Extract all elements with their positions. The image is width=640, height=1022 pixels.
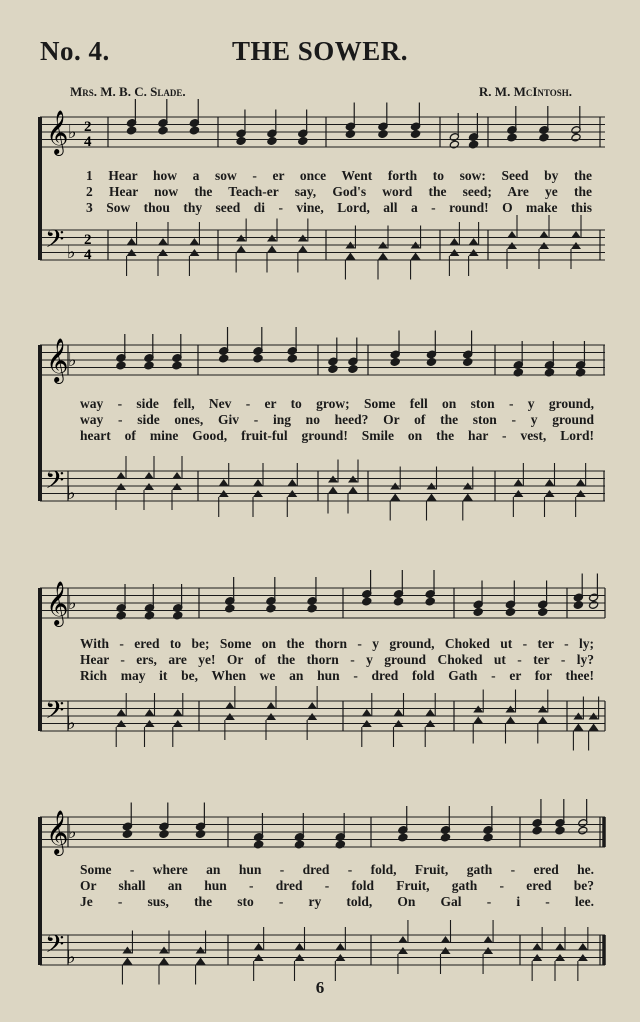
flat-icon: ♭ xyxy=(68,350,77,371)
note-head xyxy=(468,140,478,149)
note-head xyxy=(426,358,436,367)
shape-note-head xyxy=(116,472,126,479)
treble-clef-icon: 𝄞 xyxy=(46,338,69,382)
shape-note-head xyxy=(441,936,451,943)
note-head xyxy=(345,130,355,139)
time-signature-bottom: 4 xyxy=(84,134,92,150)
shape-note-head xyxy=(122,958,132,965)
note-head xyxy=(144,361,154,370)
shape-note-head xyxy=(427,494,437,501)
treble-clef-icon: 𝄞 xyxy=(46,810,69,854)
shape-note-head xyxy=(394,709,404,716)
shape-note-head xyxy=(506,717,516,724)
shape-note-head xyxy=(295,943,305,950)
note-head xyxy=(294,840,304,849)
shape-note-head xyxy=(507,231,517,238)
note-head xyxy=(473,608,483,617)
note-head xyxy=(219,354,229,363)
shape-note-head xyxy=(473,717,483,724)
shape-note-head xyxy=(253,479,263,486)
note-head xyxy=(378,130,388,139)
time-signature-bottom: 4 xyxy=(84,247,92,263)
note-head xyxy=(555,826,565,835)
note-head xyxy=(144,611,154,620)
shape-note-head xyxy=(225,702,235,709)
note-head xyxy=(544,368,554,377)
shape-note-head xyxy=(158,238,168,245)
lyric-verse-1: 1 Hear how a sow - er once Went forth to sow: Seed by the xyxy=(86,168,592,183)
bass-clef-icon: 𝄢 xyxy=(45,466,65,501)
shape-note-head xyxy=(196,958,206,965)
note-head xyxy=(159,830,169,839)
shape-note-head xyxy=(538,717,548,724)
hymn-number: No. 4. xyxy=(40,36,110,66)
note-head xyxy=(122,830,132,839)
shape-note-head xyxy=(236,246,246,253)
note-head xyxy=(126,126,136,135)
hymn-title: THE SOWER. xyxy=(231,36,409,66)
note-head xyxy=(173,611,183,620)
shape-note-head xyxy=(483,936,493,943)
treble-clef-icon: 𝄞 xyxy=(46,581,69,625)
shape-note-head xyxy=(173,709,183,716)
note-head xyxy=(172,361,182,370)
shape-note-head xyxy=(254,943,264,950)
shape-note-head xyxy=(545,479,555,486)
shape-note-head xyxy=(573,724,583,731)
shape-note-head xyxy=(411,253,421,260)
note-head xyxy=(287,354,297,363)
author-credit: Mrs. M. B. C. Slade. xyxy=(70,84,186,99)
bass-clef-icon: 𝄢 xyxy=(45,930,65,965)
shape-note-head xyxy=(578,943,588,950)
note-head xyxy=(390,358,400,367)
flat-icon: ♭ xyxy=(67,483,76,504)
note-head xyxy=(483,833,493,842)
shape-note-head xyxy=(219,479,229,486)
note-head xyxy=(410,130,420,139)
shape-note-head xyxy=(539,231,549,238)
note-head xyxy=(571,133,581,142)
shape-note-head xyxy=(463,494,473,501)
note-head xyxy=(253,354,263,363)
shape-note-head xyxy=(390,494,400,501)
lyric-verse-3: heart of mine Good, fruit-ful ground! Smile on the har - vest, Lord! xyxy=(80,428,594,443)
lyric-verse-1: way - side fell, Nev - er to grow; Some fell on ston - y ground, xyxy=(80,396,594,411)
note-head xyxy=(578,826,588,835)
shape-note-head xyxy=(172,472,182,479)
shape-note-head xyxy=(159,958,169,965)
note-head xyxy=(398,833,408,842)
note-head xyxy=(539,133,549,142)
note-head xyxy=(393,597,403,606)
note-head xyxy=(362,597,372,606)
note-head xyxy=(588,601,598,610)
shape-note-head xyxy=(307,702,317,709)
note-head xyxy=(267,137,277,146)
flat-icon: ♭ xyxy=(67,713,76,734)
note-head xyxy=(225,604,235,613)
shape-note-head xyxy=(335,943,345,950)
flat-icon: ♭ xyxy=(67,242,76,263)
flat-icon: ♭ xyxy=(68,822,77,843)
note-head xyxy=(449,140,459,149)
flat-icon: ♭ xyxy=(67,947,76,968)
note-head xyxy=(266,604,276,613)
note-head xyxy=(463,358,473,367)
shape-note-head xyxy=(469,238,479,245)
note-head xyxy=(253,840,263,849)
shape-note-head xyxy=(144,472,154,479)
lyric-verse-1: Some - where an hun - dred - fold, Fruit, gath - ered he. xyxy=(80,862,594,877)
bass-clef-icon: 𝄢 xyxy=(45,696,65,731)
note-head xyxy=(335,840,345,849)
note-head xyxy=(158,126,168,135)
note-head xyxy=(425,597,435,606)
note-head xyxy=(538,608,548,617)
flat-icon: ♭ xyxy=(68,593,77,614)
shape-note-head xyxy=(345,253,355,260)
shape-note-head xyxy=(513,479,523,486)
flat-icon: ♭ xyxy=(68,122,77,143)
note-head xyxy=(348,365,358,374)
shape-note-head xyxy=(127,238,137,245)
shape-note-head xyxy=(267,246,277,253)
treble-clef-icon: 𝄞 xyxy=(46,110,69,154)
shape-note-head xyxy=(555,943,565,950)
shape-note-head xyxy=(348,487,358,494)
shape-note-head xyxy=(425,709,435,716)
page-number: 6 xyxy=(315,978,325,997)
shape-note-head xyxy=(328,487,338,494)
note-head xyxy=(189,126,199,135)
note-head xyxy=(532,826,542,835)
note-head xyxy=(307,604,317,613)
note-head xyxy=(328,365,338,374)
shape-note-head xyxy=(189,238,199,245)
shape-note-head xyxy=(576,479,586,486)
composer-credit: R. M. McIntosh. xyxy=(478,84,572,99)
note-head xyxy=(507,133,517,142)
note-head xyxy=(505,608,515,617)
bass-clef-icon: 𝄢 xyxy=(45,225,65,260)
lyric-verse-2: Or shall an hun - dred - fold Fruit, gath - ered be? xyxy=(80,878,594,893)
note-head xyxy=(573,601,583,610)
lyric-verse-3: 3 Sow thou thy seed di - vine, Lord, all a - round! O make this xyxy=(86,200,592,215)
shape-note-head xyxy=(532,943,542,950)
shape-note-head xyxy=(571,231,581,238)
shape-note-head xyxy=(362,709,372,716)
lyric-verse-3: Je - sus, the sto - ry told, On Gal - i - lee. xyxy=(80,894,594,909)
note-head xyxy=(116,611,126,620)
shape-note-head xyxy=(116,709,126,716)
lyric-verse-2: 2 Hear now the Teach-er say, God's word the seed; Are ye the xyxy=(86,184,592,199)
lyric-verse-3: Rich may it be, When we an hun - dred fold Gath - er for thee! xyxy=(80,668,594,683)
note-head xyxy=(440,833,450,842)
note-head xyxy=(513,368,523,377)
note-head xyxy=(195,830,205,839)
shape-note-head xyxy=(449,238,459,245)
lyric-verse-1: With - ered to be; Some on the thorn - y ground, Choked ut - ter - ly; xyxy=(80,636,594,651)
shape-note-head xyxy=(298,246,308,253)
shape-note-head xyxy=(398,936,408,943)
note-head xyxy=(575,368,585,377)
shape-note-head xyxy=(378,253,388,260)
shape-note-head xyxy=(287,479,297,486)
lyric-verse-2: Hear - ers, are ye! Or of the thorn - y ground Choked ut - ter - ly? xyxy=(80,652,594,667)
note-head xyxy=(116,361,126,370)
shape-note-head xyxy=(589,724,599,731)
shape-note-head xyxy=(266,702,276,709)
shape-note-head xyxy=(145,709,155,716)
note-head xyxy=(298,137,308,146)
time-signature-top: 2 xyxy=(84,232,92,248)
lyric-verse-2: way - side ones, Giv - ing no heed? Or of the ston - y ground xyxy=(80,412,594,427)
time-signature-top: 2 xyxy=(84,119,92,135)
note-head xyxy=(236,137,246,146)
